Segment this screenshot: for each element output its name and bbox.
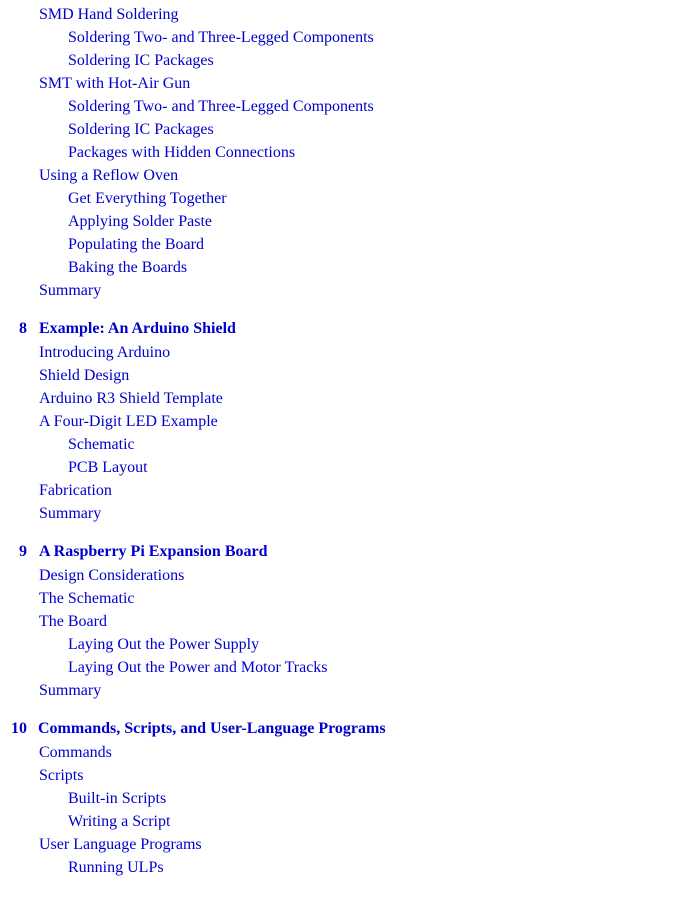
chapter-number: 8 <box>19 320 27 337</box>
toc-section-link[interactable]: User Language Programs <box>39 836 202 853</box>
toc-subsection-link[interactable]: Packages with Hidden Connections <box>68 144 296 161</box>
toc-subsection-link[interactable]: Laying Out the Power Supply <box>68 636 260 653</box>
toc-subsection-link[interactable]: Laying Out the Power and Motor Tracks <box>68 659 328 676</box>
chapter-number: 9 <box>19 543 27 560</box>
toc-subsection-link[interactable]: Get Everything Together <box>68 190 227 207</box>
toc-subsection-link[interactable]: Soldering IC Packages <box>68 52 214 69</box>
table-of-contents <box>0 3 695 879</box>
toc-subsection-link[interactable]: Soldering Two- and Three-Legged Components <box>68 29 374 46</box>
toc-section-link[interactable]: Scripts <box>39 767 84 784</box>
toc-section-link[interactable]: Shield Design <box>39 367 130 384</box>
toc-subsection-link[interactable]: Schematic <box>68 436 135 453</box>
toc-section-link[interactable]: Using a Reflow Oven <box>39 167 179 184</box>
toc-subsection-link[interactable]: Baking the Boards <box>68 259 188 276</box>
chapter-title-link[interactable]: Example: An Arduino Shield <box>39 320 236 337</box>
toc-subsection-link[interactable]: Applying Solder Paste <box>68 213 212 230</box>
toc-subsection-link[interactable]: Soldering IC Packages <box>68 121 214 138</box>
toc-section-link[interactable]: Design Considerations <box>39 567 185 584</box>
chapter-title-link[interactable]: Commands, Scripts, and User-Language Programs <box>38 720 386 737</box>
toc-section-link[interactable]: A Four-Digit LED Example <box>39 413 218 430</box>
toc-section-link[interactable]: Commands <box>39 744 112 761</box>
toc-subsection-link[interactable]: PCB Layout <box>68 459 148 476</box>
toc-section-link[interactable]: The Schematic <box>39 590 135 607</box>
toc-section-link[interactable]: Fabrication <box>39 482 112 499</box>
toc-section-link[interactable]: The Board <box>39 613 107 630</box>
chapter-title-link[interactable]: A Raspberry Pi Expansion Board <box>39 543 268 560</box>
chapter-heading <box>0 540 695 563</box>
toc-subsection-link[interactable]: Populating the Board <box>68 236 204 253</box>
toc-section-link[interactable]: Summary <box>39 282 102 299</box>
toc-section-link[interactable]: Arduino R3 Shield Template <box>39 390 223 407</box>
toc-section-link[interactable]: SMT with Hot-Air Gun <box>39 75 191 92</box>
toc-subsection-link[interactable]: Writing a Script <box>68 813 171 830</box>
chapter-heading <box>0 717 695 740</box>
toc-section-link[interactable]: SMD Hand Soldering <box>39 6 179 23</box>
chapter-number: 10 <box>11 720 27 737</box>
toc-section-link[interactable]: Summary <box>39 682 102 699</box>
toc-section-link[interactable]: Summary <box>39 505 102 522</box>
toc-section-link[interactable]: Introducing Arduino <box>39 344 171 361</box>
chapter-heading <box>0 317 695 340</box>
toc-subsection-link[interactable]: Soldering Two- and Three-Legged Components <box>68 98 374 115</box>
toc-subsection-link[interactable]: Running ULPs <box>68 859 164 876</box>
toc-subsection-link[interactable]: Built-in Scripts <box>68 790 167 807</box>
